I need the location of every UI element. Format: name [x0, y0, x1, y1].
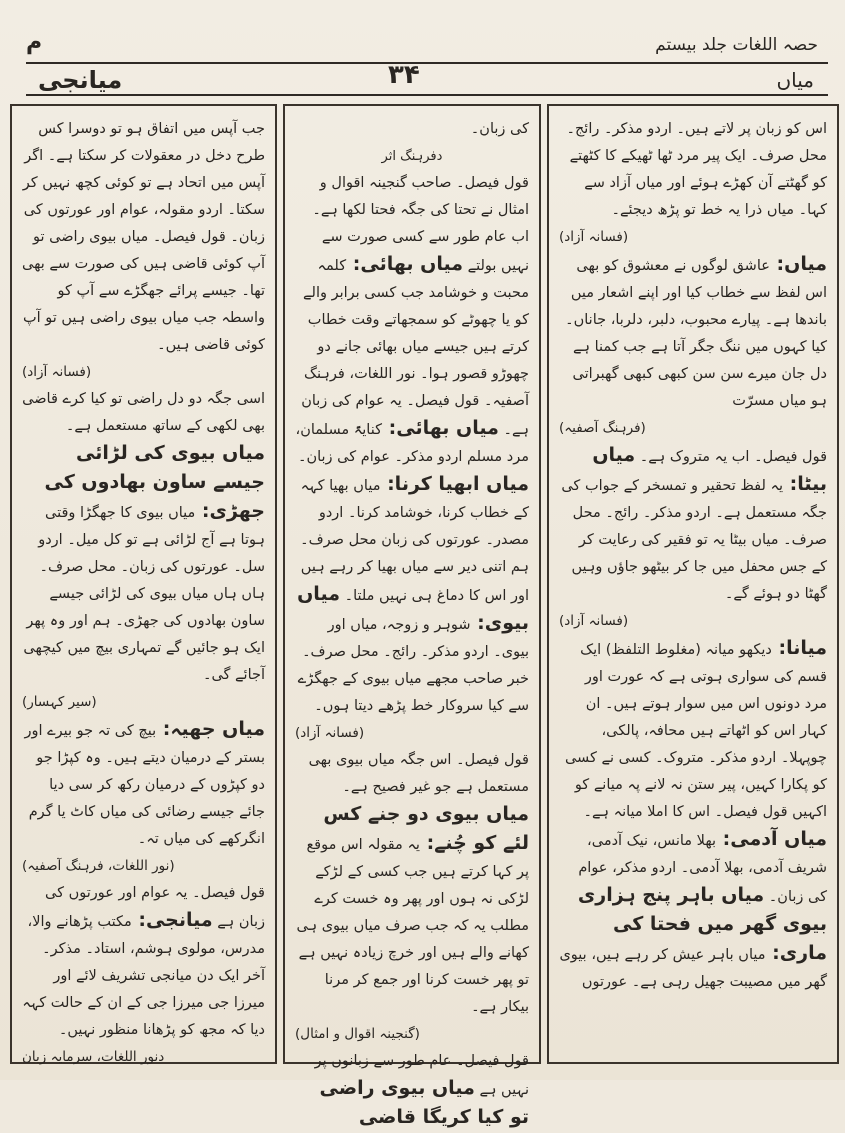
entry-headword: میاں بیوی کی لڑائی جیسے ساون بھادوں کی جھڑی: [44, 442, 265, 522]
entry-headword: میاں بیوی راضی تو کیا کریگا قاضی [319, 1077, 529, 1128]
page-header [16, 28, 836, 104]
entry-text: اسی جگہ دو دل راضی تو کیا کرے قاضی بھی لکھی کے ساتھ مستعمل ہے۔ [22, 391, 265, 434]
entry-headword: میاں باہر پنج ہزاری بیوی گھر میں فحتا کی ماری: [577, 884, 827, 964]
source-reference: (فسانہ آزاد) [559, 229, 629, 245]
entry-text: شوہر و زوجہ، میاں اور بیوی۔ اردو مذکر۔ رائج۔ محل صرف۔ خبر صاحب مجھے میاں بیوی کے جھگڑے سے کیا سروکار خط پڑھے دیتا ہوں۔ [297, 617, 529, 714]
column-right [547, 104, 839, 1064]
entry-text: بھلا مانس، نیک آدمی، شریف آدمی، بھلا آدمی۔ اردو مذکر، عوام کی زبان۔ [578, 833, 827, 905]
source-note: دفرہنگ اثر [381, 149, 443, 164]
entry-headword: میاں بیوی: [297, 583, 529, 634]
entry-text: دیکھو میانہ (مغلوط التلفظ) ایک قسم کی سواری ہوتی ہے کہ عورت اور مرد دونوں اس میں سوار ہوتے ہیں۔ ان کہار اس کو اٹھاتے ہیں محافہ، پالکی، چوپہلا۔ اردو مذکر۔ متروک۔ کسی نے کسی کو پکارا کہیں، پیر ستن نہ لانے پہ میانے کو اکہیں [564, 642, 827, 820]
entry-text: اس کو زبان پر لاتے ہیں۔ اردو مذکر۔ رائج۔ محل صرف۔ ایک پیر مرد ٹھا ٹھیکے کا کٹھتے کو گھٹتے آن کھڑے ہوئے اور میاں آزاد سے کہا۔ میاں ذرا یہ خط تو پڑھ دیجئے۔ [566, 121, 827, 218]
entry-text: قول فیصل۔ عام طور سے زبانوں پر نہیں ہے [314, 1053, 529, 1098]
entry-text: میاں بھیا کہہ کے خطاب کرنا، خوشامد کرنا۔ اردو مصدر۔ عورتوں کی زبان محل صرف۔ ہم اتنی دیر سے میاں بھیا کر رہے ہیں اور اس کا دماغ ہی نہیں ملتا۔ [300, 478, 529, 604]
source-reference: (فرہنگ آصفیہ) [559, 420, 646, 436]
source-reference: (فسانہ آزاد) [295, 725, 365, 741]
header-rule-top [26, 62, 828, 64]
entry-text: عاشق لوگوں نے معشوق کو بھی اس لفظ سے خطاب کیا اور اپنے اشعار میں باندھا ہے۔ پیارے محبوب، دلبر، دلربا، جاناں۔ کیا کہوں میں ننگ جگر آتا ہے جب کمنا ہے دل جان میرے سن سن کبھی کبھی گھبراتی ہو میاں مسرّت [565, 258, 827, 409]
running-head-start: میاں [776, 68, 814, 92]
entry-text: قول فیصل۔ میاں بیوی راضی تو آپ کوئی قاضی ہیں کی صورت سے بھی تھا۔ جیسے پرائے جھگڑے سے آپ کو واسطہ جب میاں بیوی راضی ہیں تو آپ کوئی قاضی ہیں۔ [21, 229, 265, 353]
entry-text: مکتب پڑھانے والا، مدرس، مولوی ہوشم، استاد۔ مذکر۔ آخر ایک دن میانجی تشریف لائے اور میرزا جی میرزا جی کے ان کے حالت کہہ دیا کہ مجھ کو پڑھانا منظور نہیں۔ [22, 914, 265, 1038]
entry-headword: میانا: [771, 637, 827, 659]
entry-text: یہ لفظ تحقیر و تمسخر کے جواب کی جگہ مستعمل ہے۔ اردو مذکر۔ رائج۔ محل صرف۔ میاں بیٹا یہ تو فقیر کی رعایت کر کے جس محفل میں جا کر بیٹھو جاؤں وہیں گھٹا دو ہوئے گے۔ [561, 478, 827, 602]
header-rule-bottom [26, 94, 828, 96]
entry-text: قول فیصل۔ صاحب گنجینہ اقوال و امثال نے تحتا کی جگہ فحتا لکھا ہے۔ اب عام طور سے کسی صورت سے نہیں بولتے [312, 175, 529, 274]
entry-text: قول فیصل۔ اس جگہ میاں بیوی بھی مستعمل ہے جو غیر فصیح ہے۔ [308, 752, 529, 795]
entry-headword: میاں بیٹا: [592, 444, 827, 495]
section-letter: م [26, 30, 43, 55]
entry-text: قول فیصل۔ اس کا املا میانہ ہے۔ [583, 804, 788, 820]
entry-headword: میاں: [769, 253, 827, 275]
entry-text: یہ مقولہ اس موقع پر کہا کرتے ہیں جب کسی کے لڑکے لڑکی نہ ہوں اور پھر وہ خست کرے مطلب یہ کہ جب صرف میاں بیوی ہی کھانے والے ہیں اور خرچ زیادہ نہیں ہے تو پھر خست کرنا اور جمع کر مرنا بیکار ہے۔ [296, 837, 529, 1015]
column-middle [283, 104, 541, 1128]
entry-headword: میاں آدمی: [716, 828, 827, 850]
column-left [10, 104, 277, 1064]
entry-text: قول فیصل۔ اب یہ متروک ہے۔ [635, 449, 827, 465]
page-number: ۳۴ [388, 60, 420, 90]
entry-text: کی زبان۔ [470, 121, 529, 137]
entry-text: میاں بیوی کا جھگڑا وقتی ہوتا ہے آج لڑائی ہے تو کل میل۔ اردو سل۔ عورتوں کی زبان۔ محل صرف۔ ہاں ہاں میاں بیوی کی لڑائی جیسے ساون بھادوں کی جھڑی۔ ہم اور وہ پھر ایک ہو جائیں گے تمہاری بیچ میں کیچھی آجائے گی۔ [23, 505, 265, 683]
entry-headword: میاں ابھیا کرنا: [380, 473, 529, 495]
entry-text: قول فیصل۔ یہ عوام کی زبان ہے۔ [301, 393, 529, 438]
entry-text: کنایۃً مسلمان، مرد مسلم اردو مذکر۔ عوام کی زبان۔ [295, 422, 529, 465]
entry-text: کلمہ محبت و خوشامد جب کسی برابر والے کو یا چھوٹے کو سمجھاتے وقت خطاب کرتے ہیں جیسے میاں بھائی جانے دو چھوڑو قصور ہوا۔ نور اللغات، فرہنگ آصفیہ۔ [303, 258, 529, 409]
entry-headword: میاں بھائی: [382, 417, 499, 439]
source-reference: (گنجینہ اقوال و امثال) [295, 1026, 420, 1042]
entry-text: میاں باہر عیش کر رہے ہیں، بیوی گھر میں مصیبت جھیل رہی ہے۔ عورتوں [559, 947, 827, 990]
source-reference: (سیر کہسار) [22, 694, 97, 710]
entry-text: بیچ کی تہ جو بیرے اور بستر کے درمیان دیتے ہیں۔ وہ کپڑا جو دو کپڑوں کے درمیان رکھ کر سی دیا جائے جیسے رضائی کی میاں کاٹ یا گرم انگرکھے کی میاں تہ۔ [24, 723, 265, 847]
source-reference: دنور اللغات، سرمایہ زبان [22, 1049, 165, 1065]
entry-headword: میاں بیوی دو جنے کس لئے کو چُنے: [323, 803, 529, 854]
running-head-entry: میانجی [38, 66, 123, 94]
entry-headword: میاں جھیہ: [156, 718, 265, 740]
entry-headword: میانجی: [131, 909, 213, 931]
source-reference: (فسانہ آزاد) [22, 364, 92, 380]
entry-headword: میاں بھائی: [346, 253, 464, 275]
entry-text: جب آپس میں اتفاق ہو تو دوسرا کس طرح دخل در معقولات کر سکتا ہے۔ اگر آپس میں اتحاد ہے تو کوئی کچھ نہیں کر سکتا۔ اردو مقولہ، عوام اور عورتوں کی زبان۔ [22, 121, 265, 245]
source-reference: (نور اللغات، فرہنگ آصفیہ) [22, 858, 175, 874]
entry-text: قول فیصل۔ یہ عوام اور عورتوں کی زبان ہے [45, 885, 265, 930]
source-reference: (فسانہ آزاد) [559, 613, 629, 629]
book-title: حصہ اللغات جلد بیستم [655, 35, 818, 55]
